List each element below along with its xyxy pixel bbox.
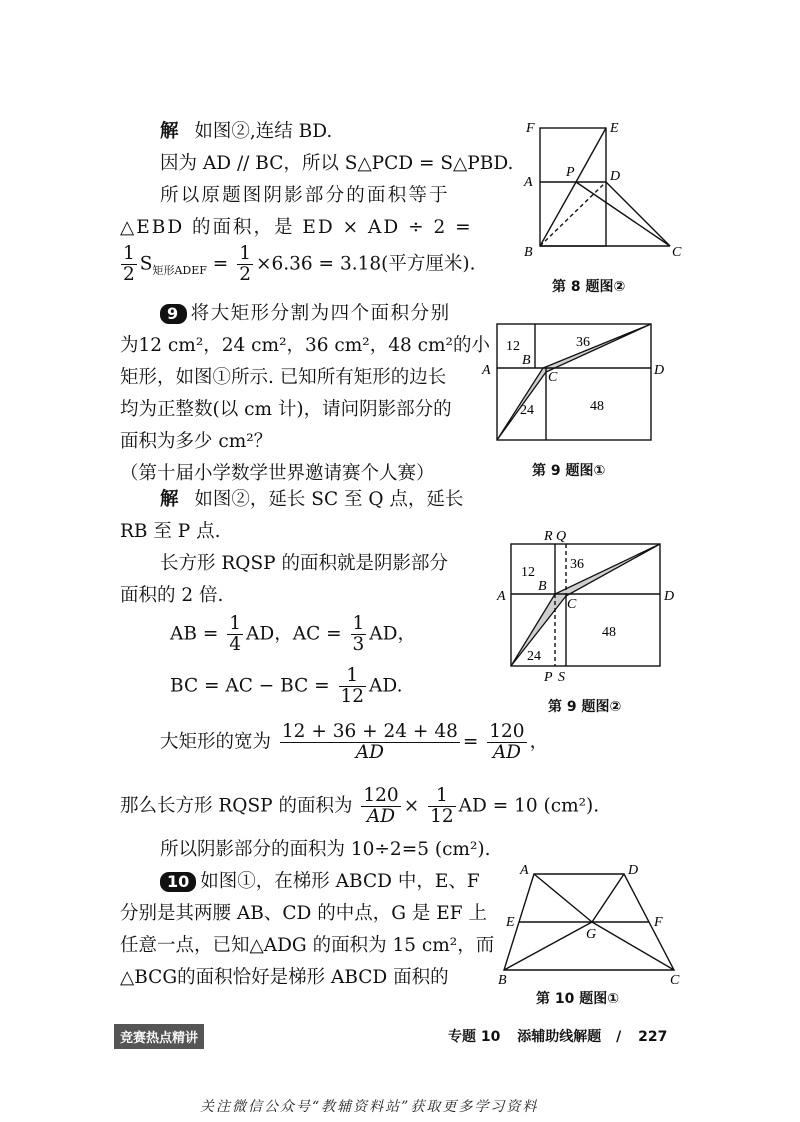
line-ag xyxy=(534,874,592,922)
fraction-one-twelfth-2: $\frac{1}{12}$ xyxy=(430,785,454,827)
footer-slash: / xyxy=(616,1029,622,1045)
label-Q: Q xyxy=(556,529,567,544)
label-C: C xyxy=(672,245,682,260)
p9-line4: 均为正整数(以 cm 计)，请问阴影部分的 xyxy=(120,399,452,420)
p9-width-equation: 大矩形的宽为 $\frac{12 + 36 + 24 + 48}{AD}$ = $\frac{120}{AD}$ ， xyxy=(160,721,549,763)
area-48: 48 xyxy=(602,625,616,640)
footer-section-tag: 竞赛热点精讲 xyxy=(114,1024,204,1049)
fraction-half: $\frac{1}{2}$ xyxy=(123,243,135,285)
line-dc xyxy=(606,182,670,246)
fraction-120-ad: $\frac{120}{AD}$ xyxy=(489,721,525,763)
p9-solution-line1: 解 如图②，延长 SC 至 Q 点，延长 xyxy=(160,489,464,510)
footer-topic: 专题 10 xyxy=(448,1029,501,1045)
figure-10-1 xyxy=(494,860,694,990)
line-ep xyxy=(576,128,606,182)
fraction-width: $\frac{12 + 36 + 24 + 48}{AD}$ xyxy=(281,721,458,763)
area-12: 12 xyxy=(506,339,520,354)
label-A: A xyxy=(524,175,533,190)
area-12: 12 xyxy=(521,565,535,580)
p10-line3: 任意一点，已知△ADG 的面积为 15 cm²，而 xyxy=(120,935,495,956)
problem-number-badge: 10 xyxy=(160,872,196,892)
label-A: A xyxy=(497,589,506,604)
fraction-one-quarter: $\frac{1}{4}$ xyxy=(229,613,242,655)
area-36: 36 xyxy=(576,335,590,350)
label-C: C xyxy=(670,973,680,988)
problem-number-badge: 9 xyxy=(160,304,187,324)
bottom-watermark-note: 关注微信公众号“教辅资料站”获取更多学习资料 xyxy=(200,1099,539,1115)
p9-equation2: BC = AC − BC = $\frac{1}{12}$ AD. xyxy=(170,665,403,707)
fraction-one-third: $\frac{1}{3}$ xyxy=(352,613,365,655)
p9-area-equation: 那么长方形 RQSP 的面积为 $\frac{120}{AD}$ × $\frac{1}{12}$ AD = 10 (cm²). xyxy=(120,785,600,827)
p9-solution-line2: RB 至 P 点. xyxy=(120,521,221,542)
p10-line2: 分别是其两腰 AB、CD 的中点，G 是 EF 上 xyxy=(120,903,487,924)
figure-9-2 xyxy=(494,524,684,684)
footer-title: 添辅助线解题 xyxy=(517,1029,602,1045)
p9-line3: 矩形，如图①所示. 已知所有矩形的边长 xyxy=(120,367,447,388)
p8-line2: 因为 AD // BC，所以 S△PCD = S△PBD. xyxy=(160,153,514,174)
area-24: 24 xyxy=(520,403,534,418)
p9-line5: 面积为多少 cm²？ xyxy=(120,431,273,452)
solution-label: 解 xyxy=(160,121,179,142)
label-A: A xyxy=(520,863,529,878)
fig10-caption: 第 10 题图① xyxy=(536,991,620,1007)
shaded-region xyxy=(497,324,651,440)
outer-rect xyxy=(511,544,660,666)
p8-line4: △EBD 的面积，是 ED × AD ÷ 2 = xyxy=(120,217,473,238)
area-24: 24 xyxy=(527,649,541,664)
line-bd-dashed xyxy=(540,182,606,246)
label-D: D xyxy=(654,363,665,378)
p9-solution-line4: 面积的 2 倍. xyxy=(120,585,224,606)
label-B: B xyxy=(538,579,547,594)
fraction-one-twelfth: $\frac{1}{12}$ xyxy=(340,665,365,707)
label-P: P xyxy=(566,165,575,180)
p10-line1: 10 如图①，在梯形 ABCD 中，E、F xyxy=(160,868,480,896)
shaded-region xyxy=(511,544,660,666)
label-B: B xyxy=(522,353,531,368)
label-P: P xyxy=(544,670,553,684)
label-S: S xyxy=(558,670,565,684)
p9-solution-line3: 长方形 RQSP 的面积就是阴影部分 xyxy=(160,553,448,574)
p9-line1: 9 将大矩形分割为四个面积分别 xyxy=(160,300,451,328)
p10-line4: △BCG的面积恰好是梯形 ABCD 面积的 xyxy=(120,967,449,988)
label-G: G xyxy=(586,927,597,942)
fig8-caption: 第 8 题图② xyxy=(552,279,626,295)
line-dg xyxy=(592,874,624,922)
p8-line3: 所以原题图阴影部分的面积等于 xyxy=(160,185,450,206)
label-B: B xyxy=(498,973,507,988)
label-C: C xyxy=(567,597,577,612)
label-F: F xyxy=(654,915,663,930)
p8-line5: $\frac{1}{2}$ $S_{矩形ADEF}$ = $\frac{1}{2}$ ×6.36 = 3.18(平方厘米). xyxy=(123,243,476,285)
p9-conclusion: 所以阴影部分的面积为 10÷2=5 (cm²). xyxy=(160,839,491,860)
label-R: R xyxy=(544,529,553,544)
area-48: 48 xyxy=(590,399,604,414)
label-F: F xyxy=(526,121,535,136)
p8-solution-line1: 解 如图②,连结 BD. xyxy=(160,121,333,142)
label-E: E xyxy=(506,915,515,930)
fig9-1-caption: 第 9 题图① xyxy=(532,463,606,479)
figure-9-1 xyxy=(476,312,676,452)
line-pc xyxy=(576,182,670,246)
label-E: E xyxy=(610,121,619,136)
fig9-2-caption: 第 9 题图② xyxy=(548,699,622,715)
label-D: D xyxy=(610,169,621,184)
figure-8-2 xyxy=(518,118,690,268)
label-D: D xyxy=(664,589,675,604)
fraction-120-ad-2: $\frac{120}{AD}$ xyxy=(363,785,399,827)
label-B: B xyxy=(524,245,533,260)
fraction-half-2: $\frac{1}{2}$ xyxy=(239,243,251,285)
p9-line2: 为12 cm²，24 cm²，36 cm²，48 cm²的小 xyxy=(120,335,490,356)
line-pb xyxy=(540,182,576,246)
p9-source: （第十届小学数学世界邀请赛个人赛） xyxy=(120,463,435,484)
solution-label: 解 xyxy=(160,489,179,510)
footer-running-head xyxy=(448,1026,667,1046)
area-36: 36 xyxy=(570,557,584,572)
label-A: A xyxy=(482,363,491,378)
outer-rect xyxy=(497,324,651,440)
p9-equation1: AB = $\frac{1}{4}$ AD，AC = $\frac{1}{3}$ AD， xyxy=(170,613,416,655)
label-C: C xyxy=(548,370,558,385)
label-D: D xyxy=(628,863,639,878)
page-number: 227 xyxy=(638,1029,668,1045)
